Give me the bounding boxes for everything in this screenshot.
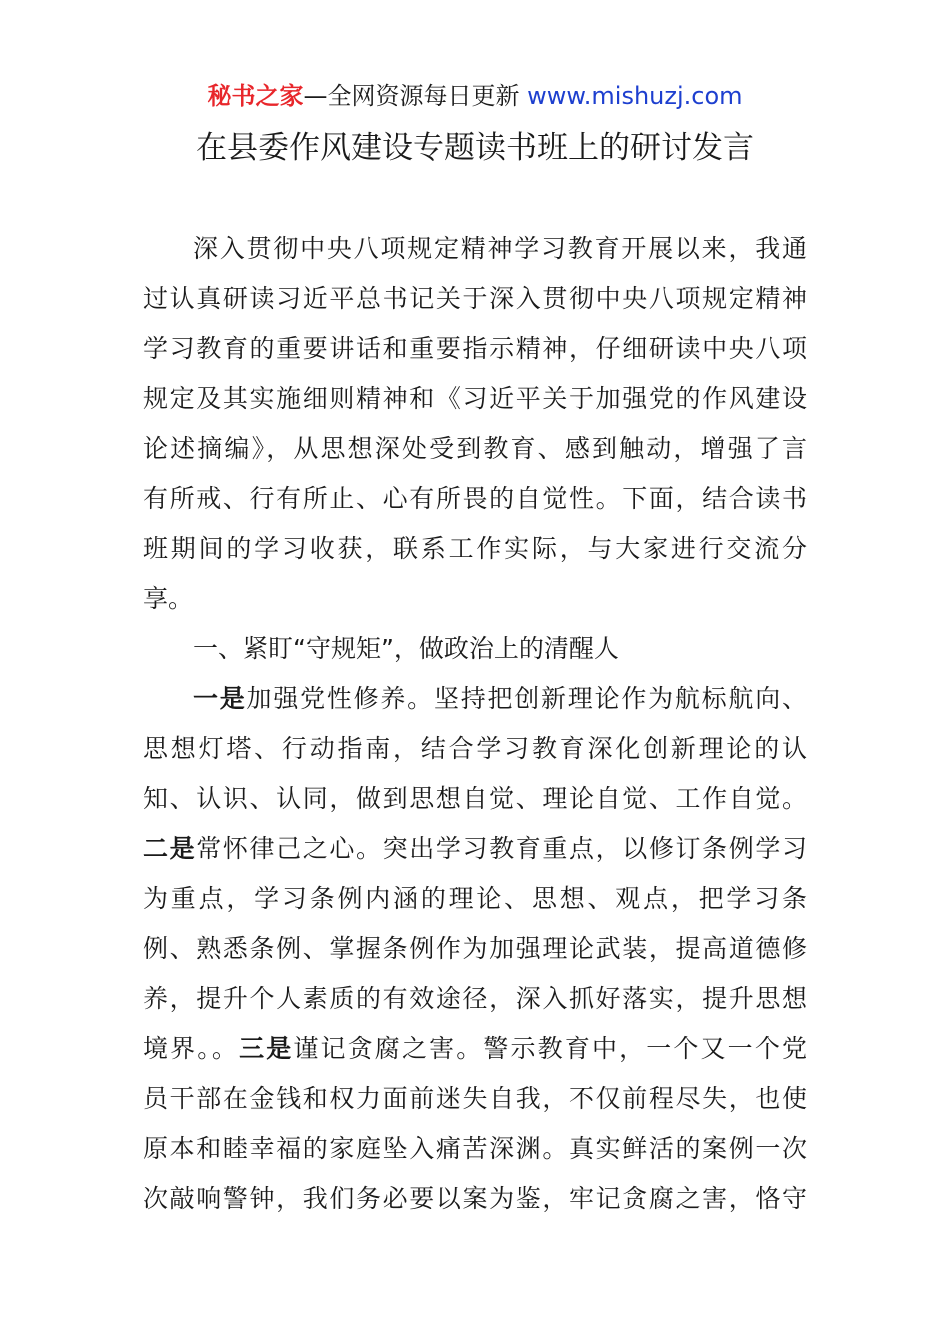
text-line: 例、熟悉条例、掌握条例作为加强理论武装，提高道德修 [143, 934, 807, 963]
text-line: 思想灯塔、行动指南，结合学习教育深化创新理论的认 [143, 734, 807, 763]
text-line: 深入贯彻中央八项规定精神学习教育开展以来，我通 [193, 234, 807, 263]
point-one-marker: 一是 [193, 684, 247, 713]
text-line [143, 1024, 807, 1074]
text-line: 班期间的学习收获，联系工作实际，与大家进行交流分 [143, 534, 807, 563]
text-line: 享。 [143, 584, 194, 613]
document-title: 在县委作风建设专题读书班上的研讨发言 [196, 130, 754, 166]
text-line [143, 824, 807, 874]
text-line: 原本和睦幸福的家庭坠入痛苦深渊。真实鲜活的案例一次 [143, 1134, 807, 1163]
section-heading: 一、紧盯“守规矩”，做政治上的清醒人 [193, 634, 619, 663]
text-line: 为重点，学习条例内涵的理论、思想、观点，把学习条 [143, 884, 807, 913]
text-line: 知、认识、认同，做到思想自觉、理论自觉、工作自觉。 [143, 784, 807, 813]
text-line: 养，提升个人素质的有效途径，深入抓好落实，提升思想 [143, 984, 807, 1013]
document-body [143, 224, 807, 1224]
text-segment: 谨记贪腐之害。警示教育中，一个又一个党 [293, 1034, 807, 1063]
text-line: 论述摘编》，从思想深处受到教育、感到触动，增强了言 [143, 434, 807, 463]
site-url-link[interactable]: www.mishuzj.com [527, 82, 743, 110]
site-banner [0, 78, 950, 114]
brand-name: 秘书之家 [207, 82, 304, 110]
text-line: 学习教育的重要讲话和重要指示精神，仔细研读中央八项 [143, 334, 807, 363]
text-line: 规定及其实施细则精神和《习近平关于加强党的作风建设 [143, 384, 807, 413]
point-two-marker: 二是 [143, 834, 197, 863]
text-line: 过认真研读习近平总书记关于深入贯彻中央八项规定精神 [143, 284, 807, 313]
text-segment: 常怀律己之心。突出学习教育重点，以修订条例学习 [196, 834, 807, 863]
text-line: 有所戒、行有所止、心有所畏的自觉性。下面，结合读书 [143, 484, 807, 513]
text-line [143, 674, 807, 724]
text-segment: 加强党性修养。坚持把创新理论作为航标航向、 [246, 684, 807, 713]
point-three-marker: 三是 [239, 1034, 294, 1063]
text-segment: 境界。。 [143, 1034, 240, 1063]
text-line: 次敲响警钟，我们务必要以案为鉴，牢记贪腐之害，恪守 [143, 1184, 807, 1213]
text-line: 员干部在金钱和权力面前迷失自我，不仅前程尽失，也使 [143, 1084, 807, 1113]
brand-slogan: —全网资源每日更新 [303, 82, 520, 110]
